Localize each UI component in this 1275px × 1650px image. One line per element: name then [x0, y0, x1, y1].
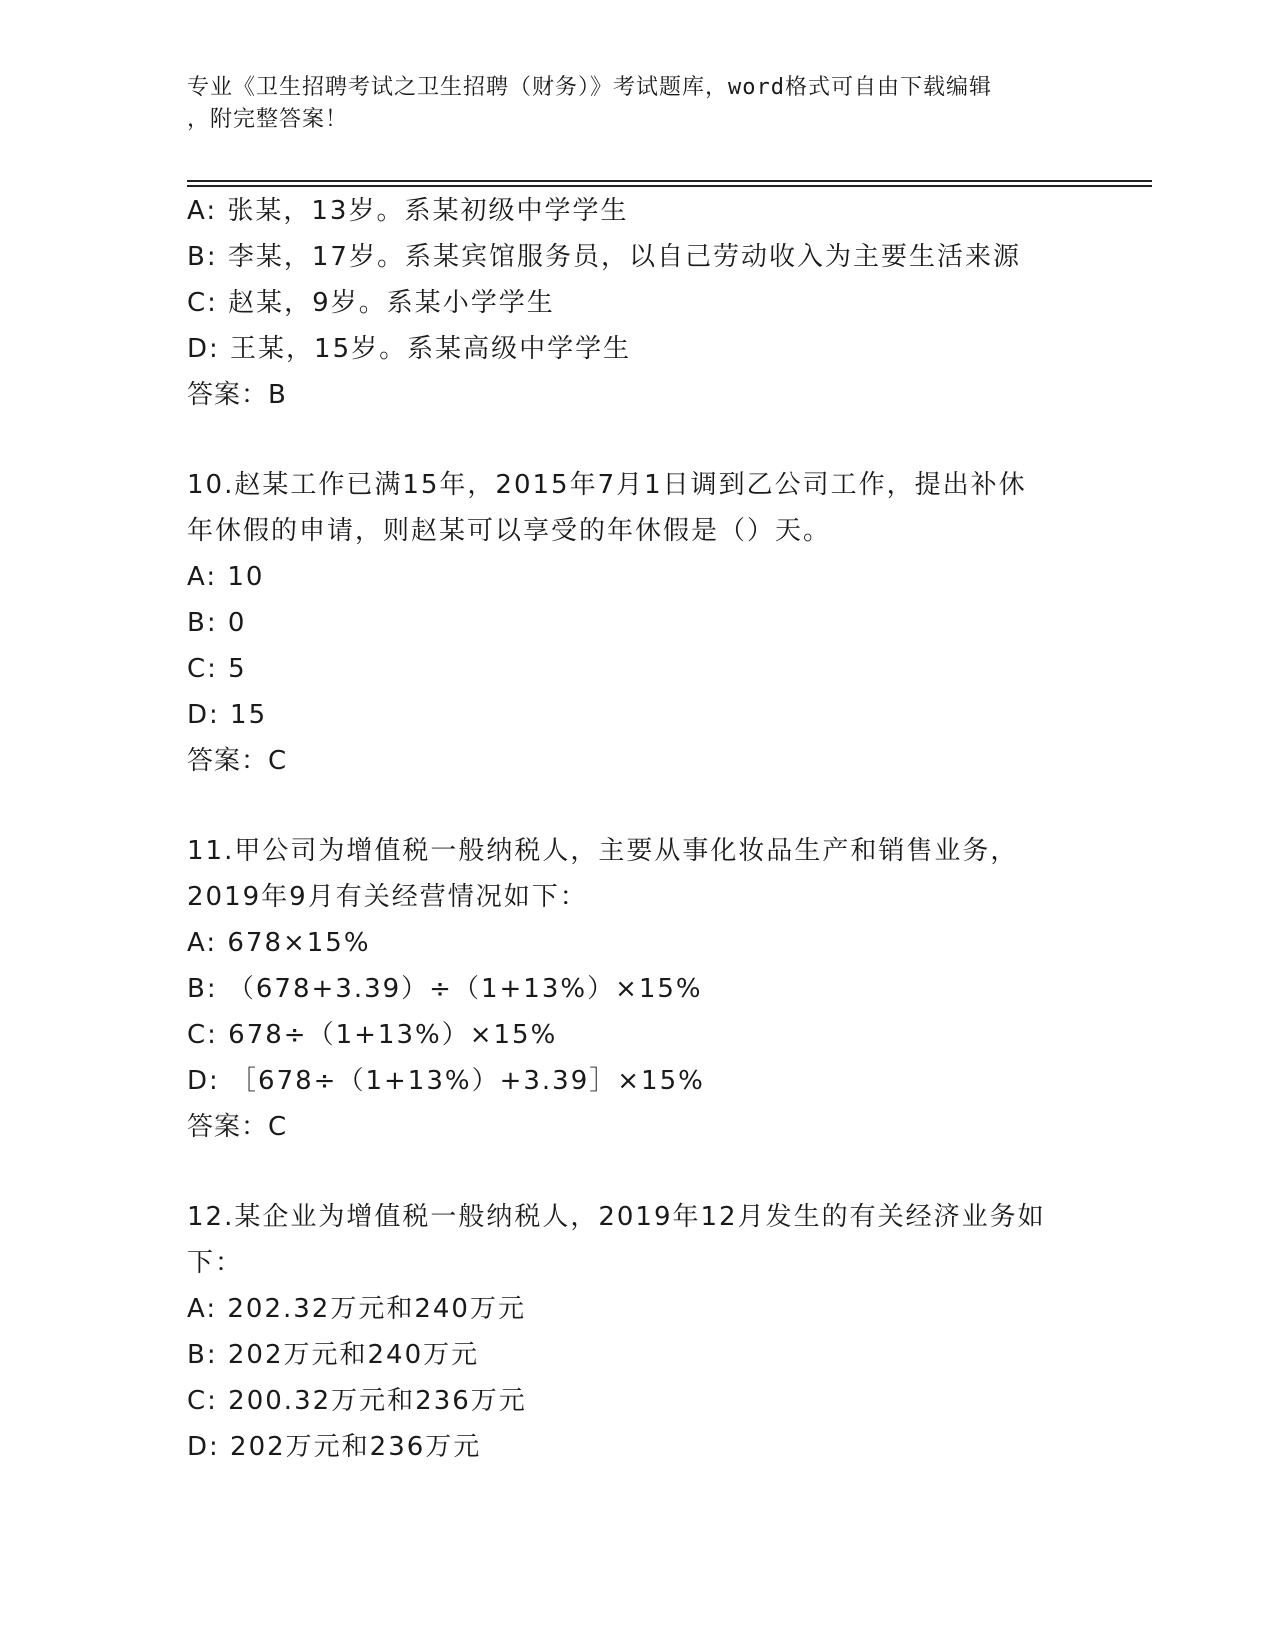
option-d: D: 202万元和236万元 [187, 1432, 482, 1462]
header-divider-bottom [187, 185, 1152, 187]
option-a: A: 10 [187, 562, 265, 592]
question-stem-line: 11.甲公司为增值税一般纳税人，主要从事化妆品生产和销售业务， [187, 836, 1019, 866]
question-stem-line: 年休假的申请，则赵某可以享受的年休假是（）天。 [187, 516, 832, 546]
spacer [187, 784, 1087, 828]
question-stem-line: 2019年9月有关经营情况如下： [187, 882, 588, 912]
option-c: C: 5 [187, 654, 247, 684]
question-list [187, 188, 1087, 1470]
option-b: B: （678+3.39）÷（1+13%）×15% [187, 974, 703, 1004]
option-c: C: 678÷（1+13%）×15% [187, 1020, 558, 1050]
option-a: A: 张某，13岁。系某初级中学学生 [187, 196, 629, 226]
spacer [187, 418, 1087, 462]
option-c: C: 赵某，9岁。系某小学学生 [187, 288, 555, 318]
option-b: B: 0 [187, 608, 247, 638]
option-a: A: 678×15% [187, 928, 371, 958]
answer-line: 答案：B [187, 380, 287, 410]
answer-line: 答案：C [187, 1112, 288, 1142]
option-b: B: 李某，17岁。系某宾馆服务员，以自己劳动收入为主要生活来源 [187, 242, 1021, 272]
option-d: D: 王某，15岁。系某高级中学学生 [187, 334, 632, 364]
answer-line: 答案：C [187, 746, 288, 776]
question-block [187, 828, 1087, 1150]
question-block [187, 188, 1087, 418]
question-block [187, 462, 1087, 784]
question-stem-line: 下： [187, 1248, 244, 1278]
question-block [187, 1194, 1087, 1470]
header-line-1: 专业《卫生招聘考试之卫生招聘（财务）》考试题库，word格式可自由下载编辑 [187, 75, 992, 100]
option-a: A: 202.32万元和240万元 [187, 1294, 526, 1324]
question-stem-line: 12.某企业为增值税一般纳税人，2019年12月发生的有关经济业务如 [187, 1202, 1046, 1232]
spacer [187, 1150, 1087, 1194]
document-header [187, 72, 1067, 136]
question-stem-line: 10.赵某工作已满15年，2015年7月1日调到乙公司工作，提出补休 [187, 470, 1027, 500]
header-line-2: ，附完整答案！ [187, 107, 349, 132]
option-b: B: 202万元和240万元 [187, 1340, 480, 1370]
header-divider-top [187, 180, 1152, 182]
option-c: C: 200.32万元和236万元 [187, 1386, 527, 1416]
option-d: D: 15 [187, 700, 268, 730]
option-d: D: ［678÷（1+13%）+3.39］×15% [187, 1066, 705, 1096]
